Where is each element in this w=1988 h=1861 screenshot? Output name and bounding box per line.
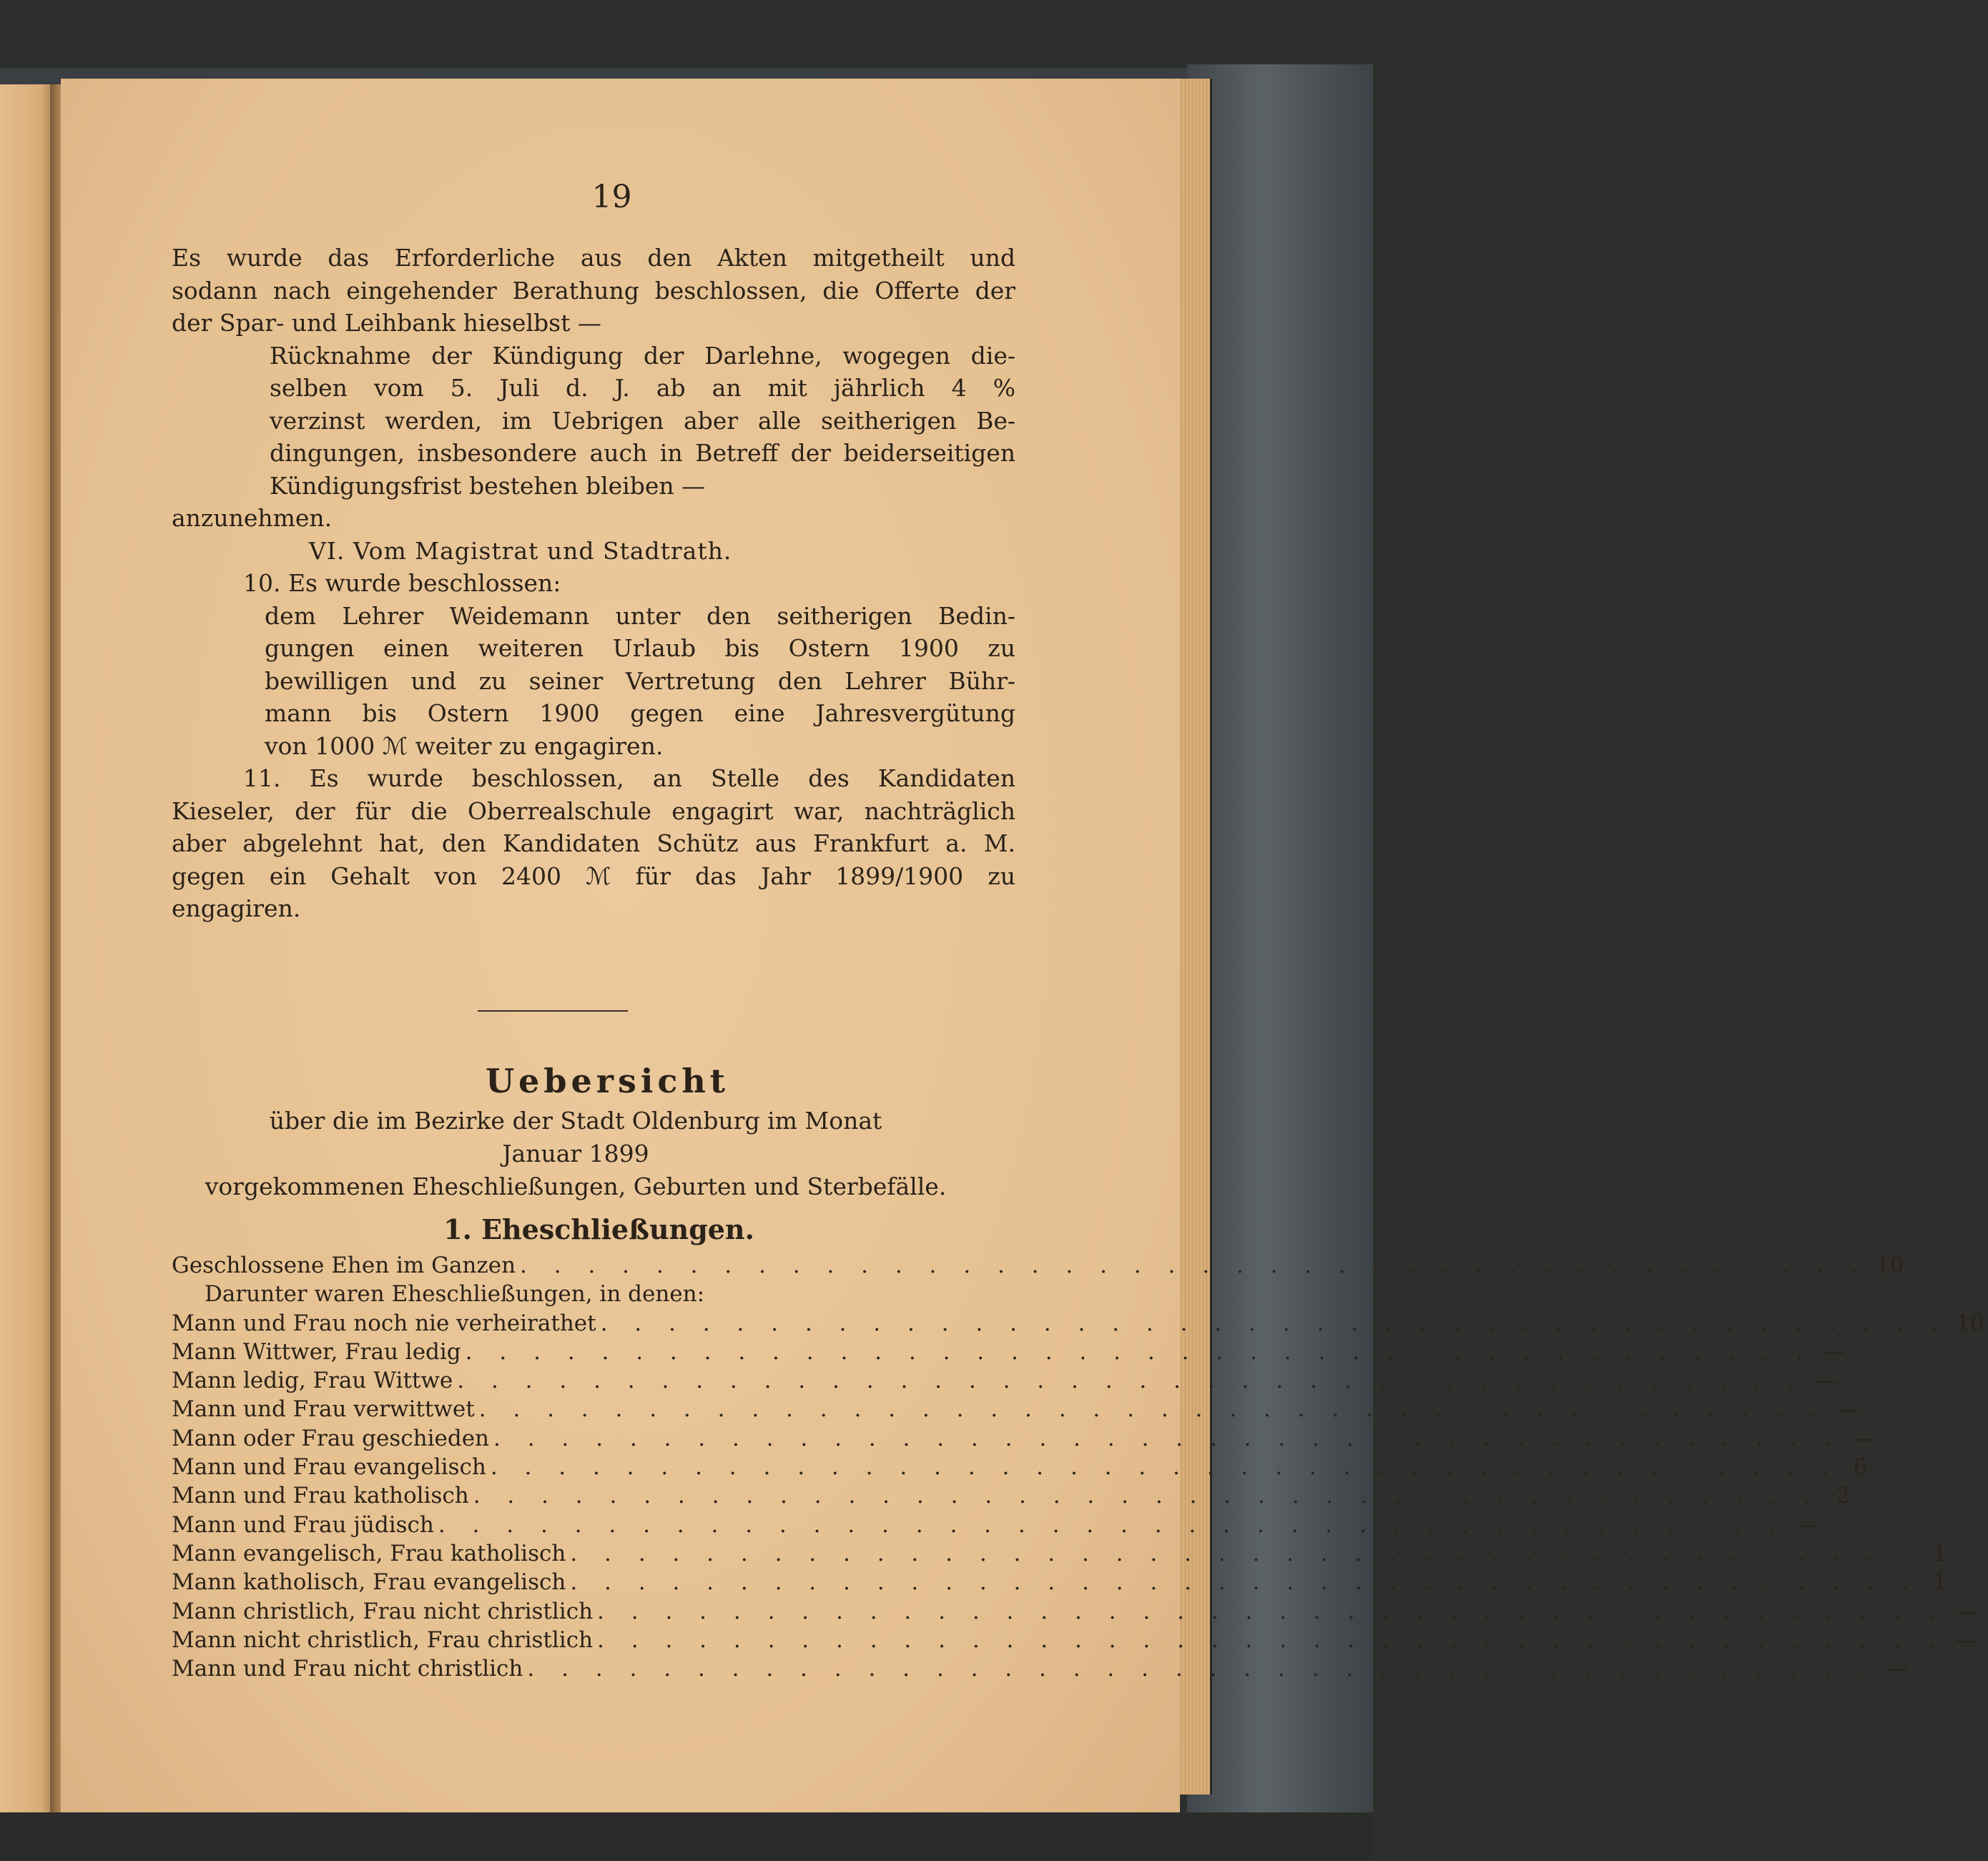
item-10-line: von 1000 ℳ weiter zu engagiren. [265,731,664,760]
table-row [172,1424,1874,1453]
table-row [172,1453,1868,1481]
row-label: Mann und Frau evangelisch [172,1454,486,1481]
table-row [172,1597,1978,1626]
dot-leader: . . . . . . . . . . . . . . . . . . . . . . . . . . . . . . . . . . . . . . . . [570,1569,1918,1596]
row-label: Mann christlich, Frau nicht christlich [172,1598,594,1624]
resolution-line: Rücknahme der Kündigung der Darlehne, wogegen die- [270,341,1015,370]
row-label: Mann und Frau jüdisch [172,1511,434,1538]
row-value: — [1886,1656,1909,1682]
table-row [172,1338,1846,1366]
text-line: sodann nach eingehender Berathung beschlossen, die Offerte der [172,276,1015,305]
item-11-line: gegen ein Gehalt von 2400 ℳ für das Jahr 1899/1900 zu [172,862,1015,890]
resolution-line: selben vom 5. Juli d. J. ab an mit jährlich 4 % [270,374,1015,402]
overview-subtitle: Januar 1899 [502,1140,649,1168]
table-row [172,1251,1904,1280]
row-value: 1 [1932,1540,1947,1566]
table-row [172,1626,1978,1654]
overview-section-heading: 1. Eheschließungen. [443,1213,754,1245]
dot-leader: . . . . . . . . . . . . . . . . . . . . . . . . . . . . . . . . . . . . . . . . [490,1454,1839,1481]
dot-leader: . . . . . . . . . . . . . . . . . . . . . . . . . . . . . . . . . . . . . . . . [457,1368,1805,1394]
dot-leader: . . . . . . . . . . . . . . . . . . . . . . . . . . . . . . . . . . . . . . . . [465,1338,1814,1365]
row-value: 2 [1836,1483,1851,1509]
item-10-line: gungen einen weiteren Urlaub bis Ostern 1900 zu [265,634,1015,662]
row-label: Mann und Frau noch nie verheirathet [172,1310,596,1336]
dot-leader: . . . . . . . . . . . . . . . . . . . . . . . . . . . . . . . . . . . . . . . . [527,1656,1875,1682]
section-heading: VI. Vom Magistrat und Stadtrath. [309,536,732,565]
dot-leader: . . . . . . . . . . . . . . . . . . . . . . . . . . . . . . . . . . . . . . . . [493,1425,1841,1451]
row-value: — [1956,1626,1978,1653]
dot-leader: . . . . . . . . . . . . . . . . . . . . . . . . . . . . . . . . . . . . . . . . [473,1483,1821,1509]
overview-title: Uebersicht [485,1062,730,1100]
row-label: Mann und Frau katholisch [172,1483,469,1509]
resolution-line: dingungen, insbesondere auch in Betreff der beiderseitigen [270,439,1015,467]
row-value: 6 [1853,1454,1868,1481]
resolution-line: verzinst werden, im Uebrigen aber alle seitherigen Be- [270,406,1015,435]
row-label: Mann katholisch, Frau evangelisch [172,1569,566,1596]
row-value: 1 [1932,1569,1947,1596]
item-11-line: aber abgelehnt hat, den Kandidaten Schütz aus Frankfurt a. M. [172,829,1015,857]
row-label: Mann nicht christlich, Frau christlich [172,1626,594,1653]
text-line: der Spar- und Leihbank hieselbst — [172,309,601,337]
row-value: — [1816,1368,1839,1394]
table-row [172,1511,1819,1539]
text-line: Es wurde das Erforderliche aus den Akten mitgetheilt und [172,244,1015,272]
page-number: 19 [591,179,632,215]
row-label: Mann oder Frau geschieden [172,1425,490,1451]
item-10-line: dem Lehrer Weidemann unter den seitherigen Bedin- [265,601,1015,630]
item-11-line: Kieseler, der für die Oberrealschule engagirt war, nachträglich [172,796,1015,825]
row-value: — [1796,1511,1819,1538]
scan-background-bottom [0,1812,1373,1861]
facing-page-edge [0,84,57,1815]
marriage-statistics-table [172,1251,1984,1683]
overview-subtitle: vorgekommenen Eheschließungen, Geburten und Sterbefälle. [205,1173,947,1200]
table-row [172,1395,1860,1423]
body-text [172,242,1015,925]
item-11-line: 11. Es wurde beschlossen, an Stelle des Kandidaten [243,764,1015,792]
section-divider [478,1010,628,1012]
row-label: Darunter waren Eheschließungen, in denen: [205,1281,705,1308]
dot-leader: . . . . . . . . . . . . . . . . . . . . . . . . . . . . . . . . . . . . . . . . [600,1310,1949,1336]
text-line: anzunehmen. [172,504,333,532]
dot-leader: . . . . . . . . . . . . . . . . . . . . . . . . . . . . . . . . . . . . . . . . [438,1511,1786,1538]
row-label: Geschlossene Ehen im Ganzen [172,1253,516,1278]
row-value: — [1956,1598,1978,1624]
dot-leader: . . . . . . . . . . . . . . . . . . . . . . . . . . . . . . . . . . . . . . . . [597,1626,1945,1653]
table-row [172,1568,1947,1596]
table-row [172,1539,1947,1568]
table-row [172,1654,1909,1683]
item-10-line: mann bis Ostern 1900 gegen eine Jahresvergütung [265,699,1015,727]
dot-leader: . . . . . . . . . . . . . . . . . . . . . . . . . . . . . . . . . . . . . . . . [570,1540,1918,1566]
row-value: — [1824,1338,1846,1365]
table-row [172,1481,1851,1510]
book-page [61,79,1984,1812]
row-value: 10 [1956,1310,1984,1336]
dot-leader: . . . . . . . . . . . . . . . . . . . . . . . . . . . . . . . . . . . . . . . . [597,1598,1945,1624]
resolution-line: Kündigungsfrist bestehen bleiben — [270,471,706,500]
dot-leader: . . . . . . . . . . . . . . . . . . . . . . . . . . . . . . . . . . . . . . . . [478,1396,1827,1423]
table-row [172,1280,987,1308]
table-row [172,1366,1839,1395]
dot-leader: . . . . . . . . . . . . . . . . . . . . . . . . . . . . . . . . . . . . . . . . [520,1253,1868,1278]
row-label: Mann und Frau nicht christlich [172,1656,523,1682]
row-label: Mann und Frau verwittwet [172,1396,475,1423]
table-row [172,1309,1984,1338]
row-value: — [1837,1396,1860,1423]
row-value: — [1851,1425,1874,1451]
row-label: Mann ledig, Frau Wittwe [172,1368,453,1394]
item-10-intro: 10. Es wurde beschlossen: [243,569,561,597]
item-10-line: bewilligen und zu seiner Vertretung den Lehrer Bühr- [265,666,1015,695]
row-label: Mann Wittwer, Frau ledig [172,1338,461,1365]
overview-subtitle: über die im Bezirke der Stadt Oldenburg im Monat [269,1107,882,1135]
row-label: Mann evangelisch, Frau katholisch [172,1540,566,1566]
row-value: 10 [1875,1253,1904,1278]
item-11-line: engagiren. [172,894,301,922]
